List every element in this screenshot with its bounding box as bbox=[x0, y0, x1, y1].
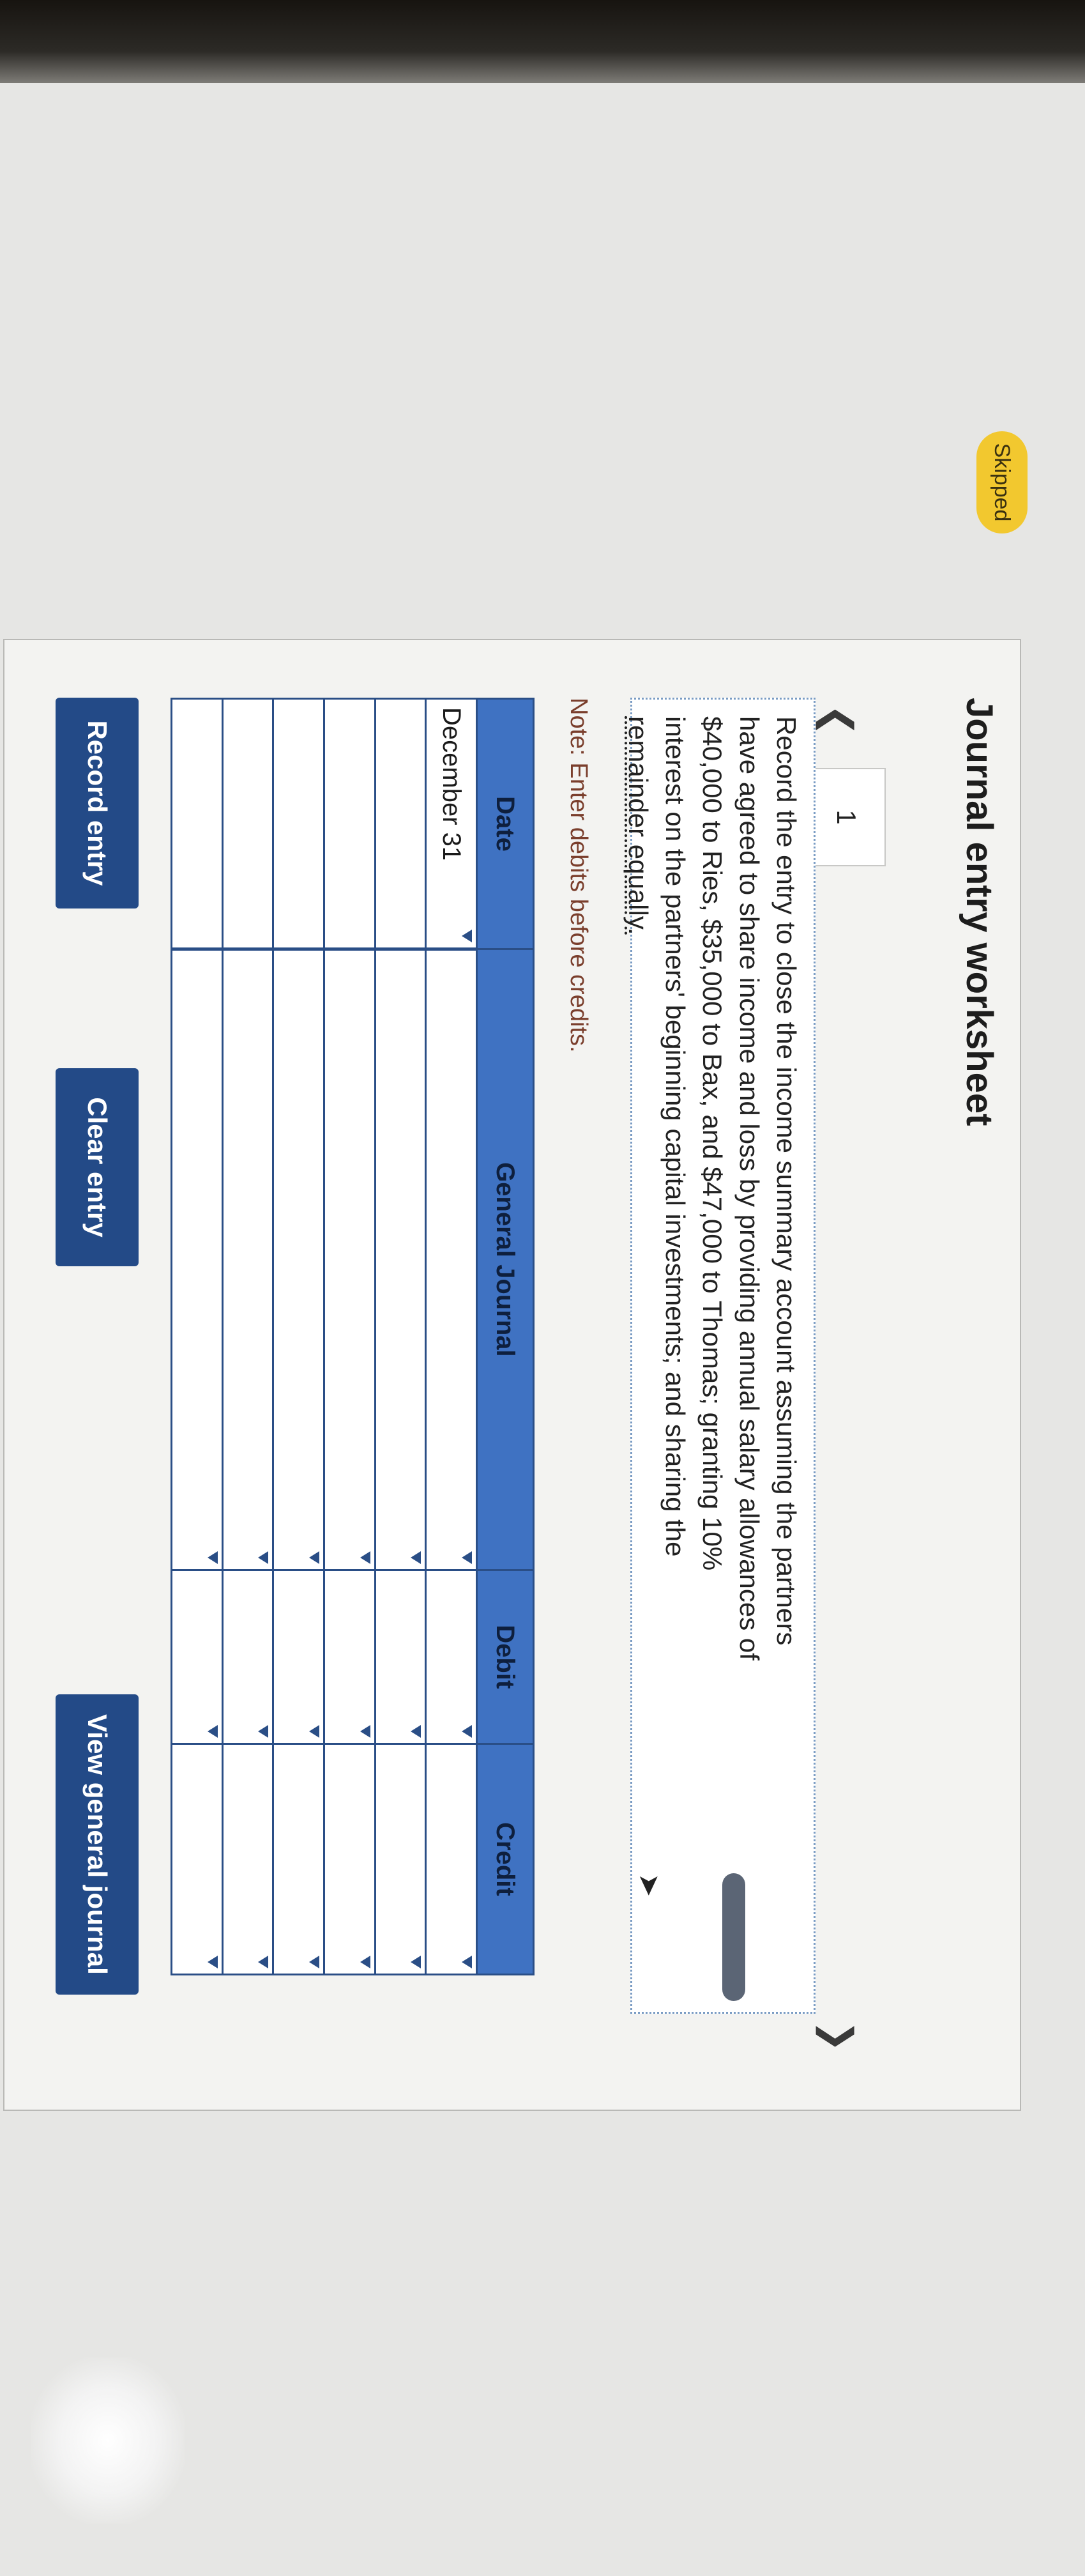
dropdown-arrow-icon bbox=[360, 1956, 370, 1968]
date-select[interactable] bbox=[324, 699, 376, 949]
dropdown-arrow-icon bbox=[462, 930, 472, 942]
account-select[interactable] bbox=[273, 949, 324, 1570]
question-prompt bbox=[623, 698, 816, 2014]
dropdown-arrow-icon bbox=[309, 1725, 319, 1738]
date-select[interactable] bbox=[172, 699, 223, 949]
page-title: Journal entry worksheet bbox=[959, 698, 1000, 1126]
scroll-handle[interactable] bbox=[722, 1873, 745, 2001]
date-select[interactable] bbox=[375, 699, 426, 949]
account-select[interactable] bbox=[426, 949, 477, 1570]
dropdown-arrow-icon bbox=[208, 1956, 218, 1968]
journal-entry-panel bbox=[3, 639, 1021, 2111]
dropdown-arrow-icon bbox=[462, 1551, 472, 1564]
dropdown-arrow-icon bbox=[360, 1725, 370, 1738]
debit-input[interactable] bbox=[426, 1570, 477, 1744]
account-select[interactable] bbox=[172, 949, 223, 1570]
table-row bbox=[426, 699, 477, 1975]
dropdown-arrow-icon bbox=[309, 1956, 319, 1968]
journal-table bbox=[171, 698, 535, 1975]
dropdown-arrow-icon bbox=[208, 1551, 218, 1564]
clear-entry-button[interactable]: Clear entry bbox=[56, 1068, 139, 1266]
credit-input[interactable] bbox=[324, 1744, 376, 1974]
header-credit: Credit bbox=[477, 1744, 534, 1974]
status-badge: Skipped bbox=[976, 431, 1028, 533]
credit-input[interactable] bbox=[222, 1744, 273, 1974]
debit-input[interactable] bbox=[324, 1570, 376, 1744]
credit-input[interactable] bbox=[375, 1744, 426, 1974]
prompt-line: Record the entry to close the income summary account assuming the partners bbox=[771, 716, 801, 1646]
dropdown-arrow-icon bbox=[411, 1956, 421, 1968]
date-select[interactable] bbox=[426, 699, 477, 949]
mouse-pointer-icon: ➤ bbox=[634, 1873, 665, 1897]
record-entry-button[interactable]: Record entry bbox=[56, 698, 139, 908]
dropdown-arrow-icon bbox=[411, 1725, 421, 1738]
note-text: Note: Enter debits before credits. bbox=[565, 698, 592, 1053]
table-row bbox=[172, 699, 223, 1975]
date-select[interactable] bbox=[222, 699, 273, 949]
credit-input[interactable] bbox=[426, 1744, 477, 1974]
account-select[interactable] bbox=[375, 949, 426, 1570]
dropdown-arrow-icon bbox=[462, 1725, 472, 1738]
header-date: Date bbox=[477, 699, 534, 949]
dropdown-arrow-icon bbox=[309, 1551, 319, 1564]
step-tab[interactable] bbox=[807, 768, 886, 866]
debit-input[interactable] bbox=[172, 1570, 223, 1744]
table-row bbox=[375, 699, 426, 1975]
step-number: 1 bbox=[831, 809, 861, 825]
account-select[interactable] bbox=[324, 949, 376, 1570]
debit-input[interactable] bbox=[273, 1570, 324, 1744]
prompt-line: interest on the partners' beginning capital investments; and sharing the bbox=[660, 716, 690, 1557]
header-debit: Debit bbox=[477, 1570, 534, 1744]
chevron-left-icon[interactable]: ❮ bbox=[817, 704, 860, 737]
date-select[interactable] bbox=[273, 699, 324, 949]
debit-input[interactable] bbox=[222, 1570, 273, 1744]
prompt-line: have agreed to share income and loss by providing annual salary allowances of bbox=[734, 716, 764, 1660]
prompt-line: $40,000 to Ries, $35,000 to Bax, and $47,000 to Thomas; granting 10% bbox=[697, 716, 727, 1571]
dropdown-arrow-icon bbox=[258, 1956, 268, 1968]
dropdown-arrow-icon bbox=[258, 1725, 268, 1738]
dropdown-arrow-icon bbox=[360, 1551, 370, 1564]
header-general-journal: General Journal bbox=[477, 949, 534, 1570]
dropdown-arrow-icon bbox=[258, 1551, 268, 1564]
credit-input[interactable] bbox=[172, 1744, 223, 1974]
debit-input[interactable] bbox=[375, 1570, 426, 1744]
dropdown-arrow-icon bbox=[462, 1956, 472, 1968]
rotated-page bbox=[0, 83, 1085, 2576]
date-value: December 31 bbox=[437, 707, 466, 861]
table-row bbox=[222, 699, 273, 1975]
prompt-line: remainder equally. bbox=[623, 716, 653, 935]
dropdown-arrow-icon bbox=[411, 1551, 421, 1564]
view-general-journal-button[interactable]: View general journal bbox=[56, 1694, 139, 1995]
screen bbox=[0, 83, 1085, 2576]
account-select[interactable] bbox=[222, 949, 273, 1570]
chevron-right-icon[interactable]: ❯ bbox=[817, 2020, 860, 2053]
table-row bbox=[273, 699, 324, 1975]
credit-input[interactable] bbox=[273, 1744, 324, 1974]
screen-glare bbox=[31, 2358, 185, 2524]
table-row bbox=[324, 699, 376, 1975]
monitor-bezel-shadow bbox=[0, 0, 1085, 89]
dropdown-arrow-icon bbox=[208, 1725, 218, 1738]
table-header-row bbox=[477, 699, 534, 1975]
